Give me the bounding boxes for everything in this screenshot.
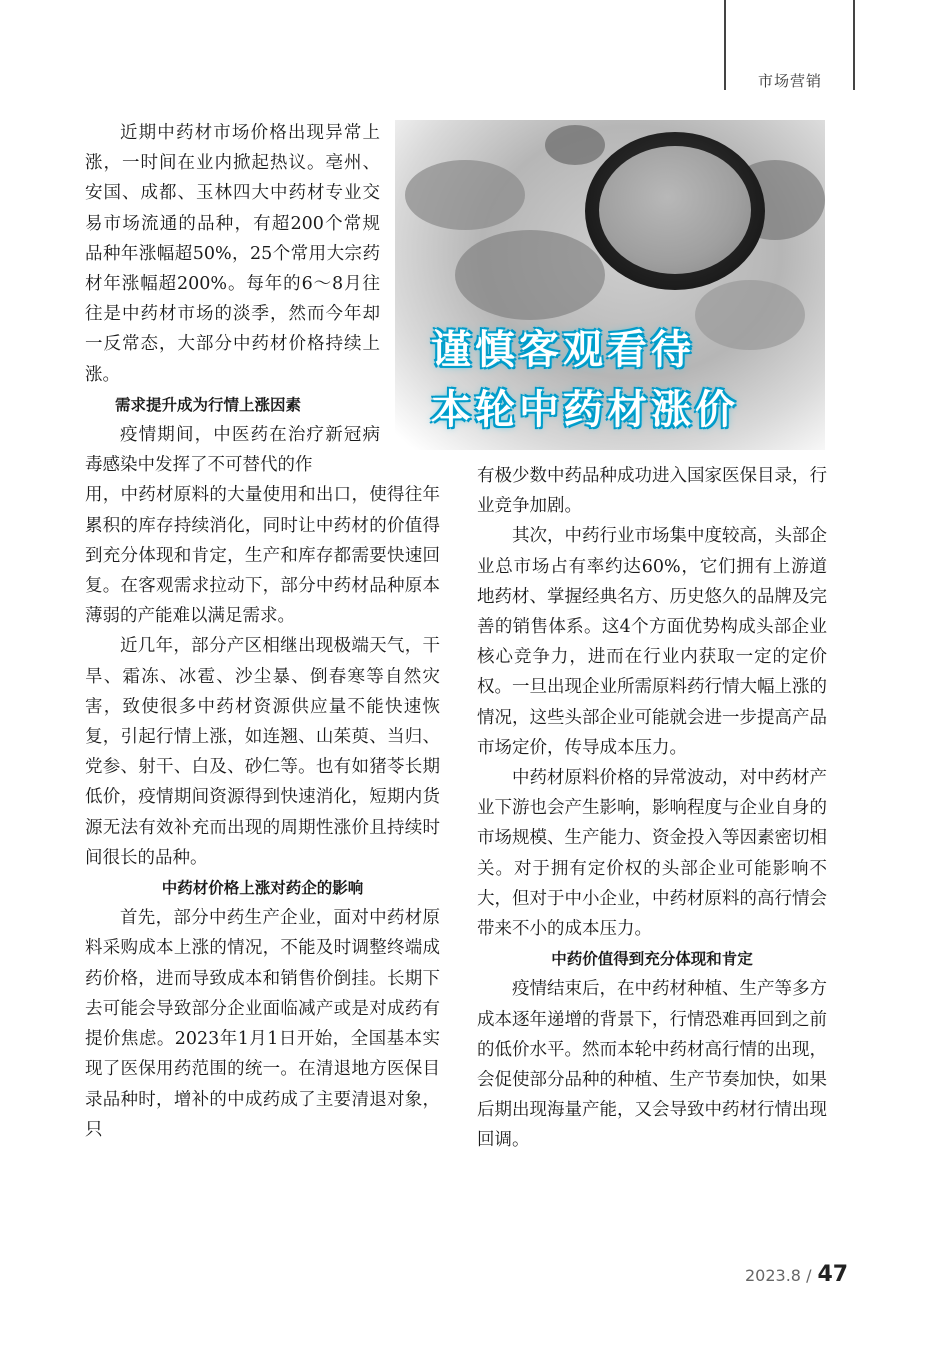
header-divider-right <box>853 0 855 90</box>
paragraph: 有极少数中药品种成功进入国家医保目录，行业竞争加剧。 <box>477 466 827 517</box>
subheading: 中药材价格上涨对药企的影响 <box>161 879 364 898</box>
paragraph: 疫情结束后，在中药材种植、生产等多方成本逐年递增的背景下，行情恐难再回到之前的低价水平。然而本轮中药材高行情的出现，会促使部分品种的种植、生产节奏加快，如果后期出现海量产能，又会导致中药材行情出现回调。 <box>477 979 827 1151</box>
paragraph: 用，中药材原料的大量使用和出口，使得往年累积的库存持续消化，同时让中药材的价值得到充分体现和肯定，生产和库存都需要快速回复。在客观需求拉动下，部分中药材品种原本薄弱的产能难以满足需求。 <box>85 485 440 627</box>
text-column-left <box>85 118 440 1145</box>
subheading: 需求提升成为行情上涨因素 <box>115 395 302 414</box>
herb-decoration <box>695 280 805 350</box>
paragraph: 首先，部分中药生产企业，面对中药材原料采购成本上涨的情况，不能及时调整终端成药价格，进而导致成本和销售价倒挂。长期下去可能会导致部分企业面临减产或是对成药有提价焦虑。2023年1月1日开始，全国基本实现了医保用药范围的统一。在清退地方医保目录品种时，增补的中成药成了主要清退对象，只 <box>85 908 440 1140</box>
header-divider-left <box>724 0 726 90</box>
article-title-line1: 谨慎客观看待 <box>431 327 695 373</box>
section-label: 市场营销 <box>757 72 822 90</box>
paragraph: 近期中药材市场价格出现异常上涨，一时间在业内掀起热议。亳州、安国、成都、玉林四大中药材专业交易市场流通的品种，有超200个常规品种年涨幅超50%，25个常用大宗药材年涨幅超200%。每年的6～8月往往是中药材市场的淡季，然而今年却一反常态，大部分中药材价格持续上涨。 <box>85 123 380 385</box>
article-title-line2: 本轮中药材涨价 <box>431 387 739 433</box>
page-footer <box>745 1262 848 1287</box>
issue-date: 2023.8 / <box>745 1266 812 1285</box>
herb-decoration <box>545 125 605 165</box>
paragraph: 疫情期间，中医药在治疗新冠病毒感染中发挥了不可替代的作 <box>85 425 380 476</box>
subheading: 中药价值得到充分体现和肯定 <box>551 950 753 969</box>
paragraph: 其次，中药行业市场集中度较高，头部企业总市场占有率约达60%，它们拥有上游道地药材、掌握经典名方、历史悠久的品牌及完善的销售体系。这4个方面优势构成头部企业核心竞争力，进而在行业内获取一定的定价权。一旦出现企业所需原料药行情大幅上涨的情况，这些头部企业可能就会进一步提高产品市场定价，传导成本压力。 <box>477 526 827 758</box>
hero-image <box>395 120 825 450</box>
soup-bowl <box>585 132 765 290</box>
page-number: 47 <box>817 1262 849 1287</box>
herb-decoration <box>455 230 605 320</box>
herbal-soup <box>599 146 751 274</box>
text-column-right <box>477 461 827 1156</box>
paragraph: 中药材原料价格的异常波动，对中药材产业下游也会产生影响，影响程度与企业自身的市场规模、生产能力、资金投入等因素密切相关。对于拥有定价权的头部企业可能影响不大，但对于中小企业，中药材原料的高行情会带来不小的成本压力。 <box>477 768 827 940</box>
paragraph: 近几年，部分产区相继出现极端天气，干旱、霜冻、冰雹、沙尘暴、倒春寒等自然灾害，致使很多中药材资源供应量不能快速恢复，引起行情上涨，如连翘、山茱萸、当归、党参、射干、白及、砂仁等。也有如猪苓长期低价，疫情期间资源得到快速消化，短期内货源无法有效补充而出现的周期性涨价且持续时间很长的品种。 <box>85 636 440 868</box>
